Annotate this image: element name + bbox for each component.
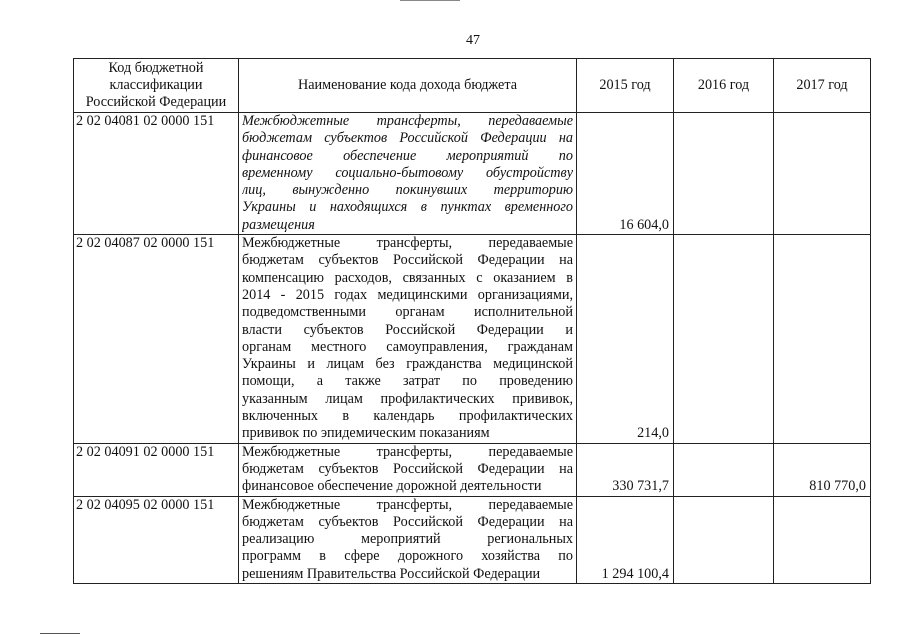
table-row: [74, 235, 871, 444]
revenue-name-line: включенных в календарь профилактических: [242, 408, 573, 425]
scan-edge-line: [40, 633, 80, 634]
revenue-name-line: размещения: [242, 216, 315, 233]
revenue-name-line: органам местного самоуправления, гражданам: [242, 338, 573, 355]
value-2015: 16 604,0: [577, 113, 674, 235]
revenue-name-line: решениям Правительства Российской Федерации: [242, 565, 541, 582]
table-row: [74, 113, 871, 235]
revenue-name: [239, 113, 577, 235]
table-row: [74, 496, 871, 583]
value-2016: [674, 496, 774, 583]
revenue-name: [239, 496, 577, 583]
header-row: [74, 59, 871, 113]
header-2016: 2016 год: [674, 59, 774, 113]
revenue-name-line: прививок по эпидемическим показаниям: [242, 425, 490, 442]
revenue-name-line: Межбюджетные трансферты, передаваемые: [242, 496, 573, 513]
revenue-name: [239, 235, 577, 444]
table-row: [74, 443, 871, 496]
revenue-name-line: Украины и находящихся в пунктах временного: [242, 199, 573, 216]
revenue-name-line: лиц, вынужденно покинувших территорию: [242, 182, 573, 199]
revenue-name: [239, 443, 577, 496]
revenue-name-line: Межбюджетные трансферты, передаваемые: [242, 235, 573, 252]
header-name: Наименование кода дохода бюджета: [239, 59, 577, 113]
revenue-name-line: 2014 - 2015 годах медицинскими организациями,: [242, 286, 573, 303]
revenue-name-line: финансовое обеспечение мероприятий по: [242, 147, 573, 164]
revenue-name-line: помощи, а также затрат по проведению: [242, 373, 573, 390]
budget-code: 2 02 04095 02 0000 151: [74, 496, 239, 583]
revenue-name-line: бюджетам субъектов Российской Федерации на: [242, 130, 573, 147]
revenue-name-line: Украины и лицам без гражданства медицинской: [242, 356, 573, 373]
revenue-name-line: указанным лицам профилактических прививок,: [242, 390, 573, 407]
budget-revenue-table: [73, 58, 871, 584]
value-2017: [774, 235, 871, 444]
value-2015: 1 294 100,4: [577, 496, 674, 583]
revenue-name-line: бюджетам субъектов Российской Федерации на: [242, 460, 573, 477]
budget-code: 2 02 04091 02 0000 151: [74, 443, 239, 496]
value-2016: [674, 113, 774, 235]
revenue-name-line: финансовое обеспечение дорожной деятельности: [242, 478, 542, 495]
revenue-name-line: программ в сфере дорожного хозяйства по: [242, 548, 573, 565]
revenue-name-line: Межбюджетные трансферты, передаваемые: [242, 443, 573, 460]
revenue-name-line: реализацию мероприятий региональных: [242, 531, 573, 548]
revenue-name-line: бюджетам субъектов Российской Федерации на: [242, 252, 573, 269]
revenue-name-line: подведомственными органам исполнительной: [242, 304, 573, 321]
revenue-name-line: компенсацию расходов, связанных с оказанием в: [242, 269, 573, 286]
value-2015: 214,0: [577, 235, 674, 444]
value-2017: [774, 113, 871, 235]
budget-code: 2 02 04081 02 0000 151: [74, 113, 239, 235]
revenue-name-line: временному социально-бытовому обустройству: [242, 164, 573, 181]
value-2017: [774, 496, 871, 583]
header-code: Код бюджетной классификации Российской Федерации: [74, 59, 239, 113]
revenue-name-line: власти субъектов Российской Федерации и: [242, 321, 573, 338]
header-2015: 2015 год: [577, 59, 674, 113]
value-2017: 810 770,0: [774, 443, 871, 496]
value-2016: [674, 443, 774, 496]
value-2015: 330 731,7: [577, 443, 674, 496]
page-number: 47: [466, 33, 480, 48]
header-2017: 2017 год: [774, 59, 871, 113]
budget-code: 2 02 04087 02 0000 151: [74, 235, 239, 444]
scan-edge-line: [400, 0, 460, 1]
revenue-name-line: бюджетам субъектов Российской Федерации на: [242, 513, 573, 530]
revenue-name-line: Межбюджетные трансферты, передаваемые: [242, 113, 573, 129]
value-2016: [674, 235, 774, 444]
